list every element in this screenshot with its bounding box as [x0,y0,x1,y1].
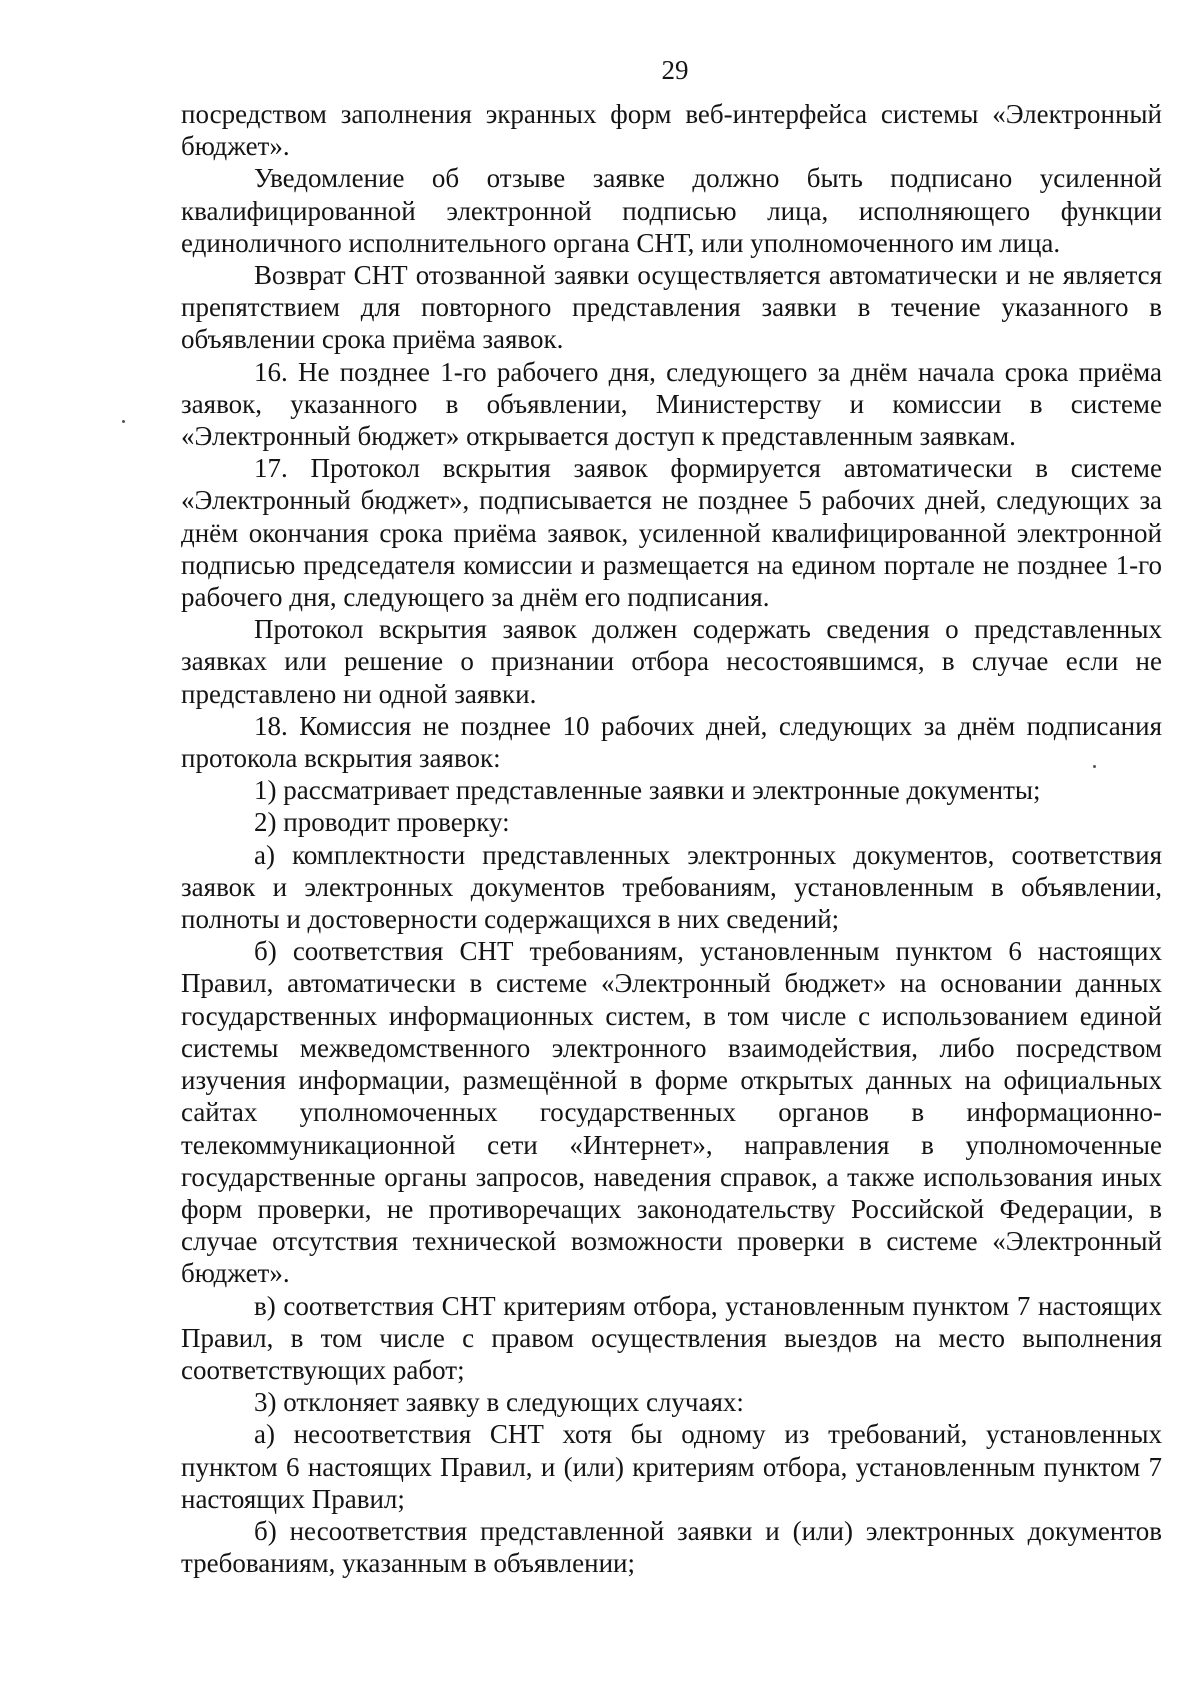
paragraph-withdrawal-notice: Уведомление об отзыве заявке должно быть подписано усиленной квалифицированной электронной подписью лица, исполняющего функции единоличного исполнительного органа СНТ, или уполномоченного им лица. [181,163,1162,258]
paragraph-subitem-2b: б) соответствия СНТ требованиям, установленным пунктом 6 настоящих Правил, автоматически в системе «Электронный бюджет» на основании данных государственных информационных систем, в том числе с использованием единой системы межведомственного электронного взаимодействия, либо посредством изучения информации, размещённой в форме открытых данных на официальных сайтах уполномоченных государственных органов в информационно-телекоммуникационной сети «Интернет», направления в уполномоченные государственные органы запросов, наведения справок, а также использования иных форм проверки, не противоречащих законодательству Российской Федерации, в случае отсутствия технической возможности проверки в системе «Электронный бюджет». [181,936,1162,1289]
document-body [181,98,1162,1579]
paragraph-item-17: 17. Протокол вскрытия заявок формируется автоматически в системе «Электронный бюджет», подписывается не позднее 5 рабочих дней, следующих за днём окончания срока приёма заявок, усиленной квалифицированной электронной подписью председателя комиссии и размещается на едином портале не позднее 1-го рабочего дня, следующего за днём его подписания. [181,453,1162,613]
paragraph-subitem-3b: б) несоответствия представленной заявки и (или) электронных документов требованиям, указанным в объявлении; [181,1515,1162,1579]
page-number: 29 [661,55,689,85]
paragraph-subitem-2: 2) проводит проверку: [254,807,510,838]
paragraph-protocol-contents: Протокол вскрытия заявок должен содержать сведения о представленных заявках или решение о признании отбора несостоявшимся, в случае если не представлено ни одной заявки. [181,614,1162,709]
scan-speck [122,420,125,423]
scan-speck [1093,765,1096,768]
paragraph-subitem-1: 1) рассматривает представленные заявки и электронные документы; [254,775,1041,806]
paragraph-continuation: посредством заполнения экранных форм веб-интерфейса системы «Электронный бюджет». [181,99,1162,162]
paragraph-return-application: Возврат СНТ отозванной заявки осуществляется автоматически и не является препятствием для повторного представления заявки в течение указанного в объявлении срока приёма заявок. [181,260,1162,355]
paragraph-subitem-2a: а) комплектности представленных электронных документов, соответствия заявок и электронных документов требованиям, установленным в объявлении, полноты и достоверности содержащихся в них сведений; [181,839,1162,935]
paragraph-item-18: 18. Комиссия не позднее 10 рабочих дней, следующих за днём подписания протокола вскрытия заявок: [181,710,1162,774]
paragraph-item-16: 16. Не позднее 1-го рабочего дня, следующего за днём начала срока приёма заявок, указанного в объявлении, Министерству и комиссии в системе «Электронный бюджет» открывается доступ к представленным заявкам. [181,356,1162,452]
paragraph-subitem-2v: в) соответствия СНТ критериям отбора, установленным пунктом 7 настоящих Правил, в том числе с правом осуществления выездов на место выполнения соответствующих работ; [181,1290,1162,1385]
paragraph-subitem-3: 3) отклоняет заявку в следующих случаях: [254,1387,744,1418]
paragraph-subitem-3a: а) несоответствия СНТ хотя бы одному из требований, установленных пунктом 6 настоящих Правил, и (или) критериям отбора, установленным пунктом 7 настоящих Правил; [181,1419,1162,1514]
